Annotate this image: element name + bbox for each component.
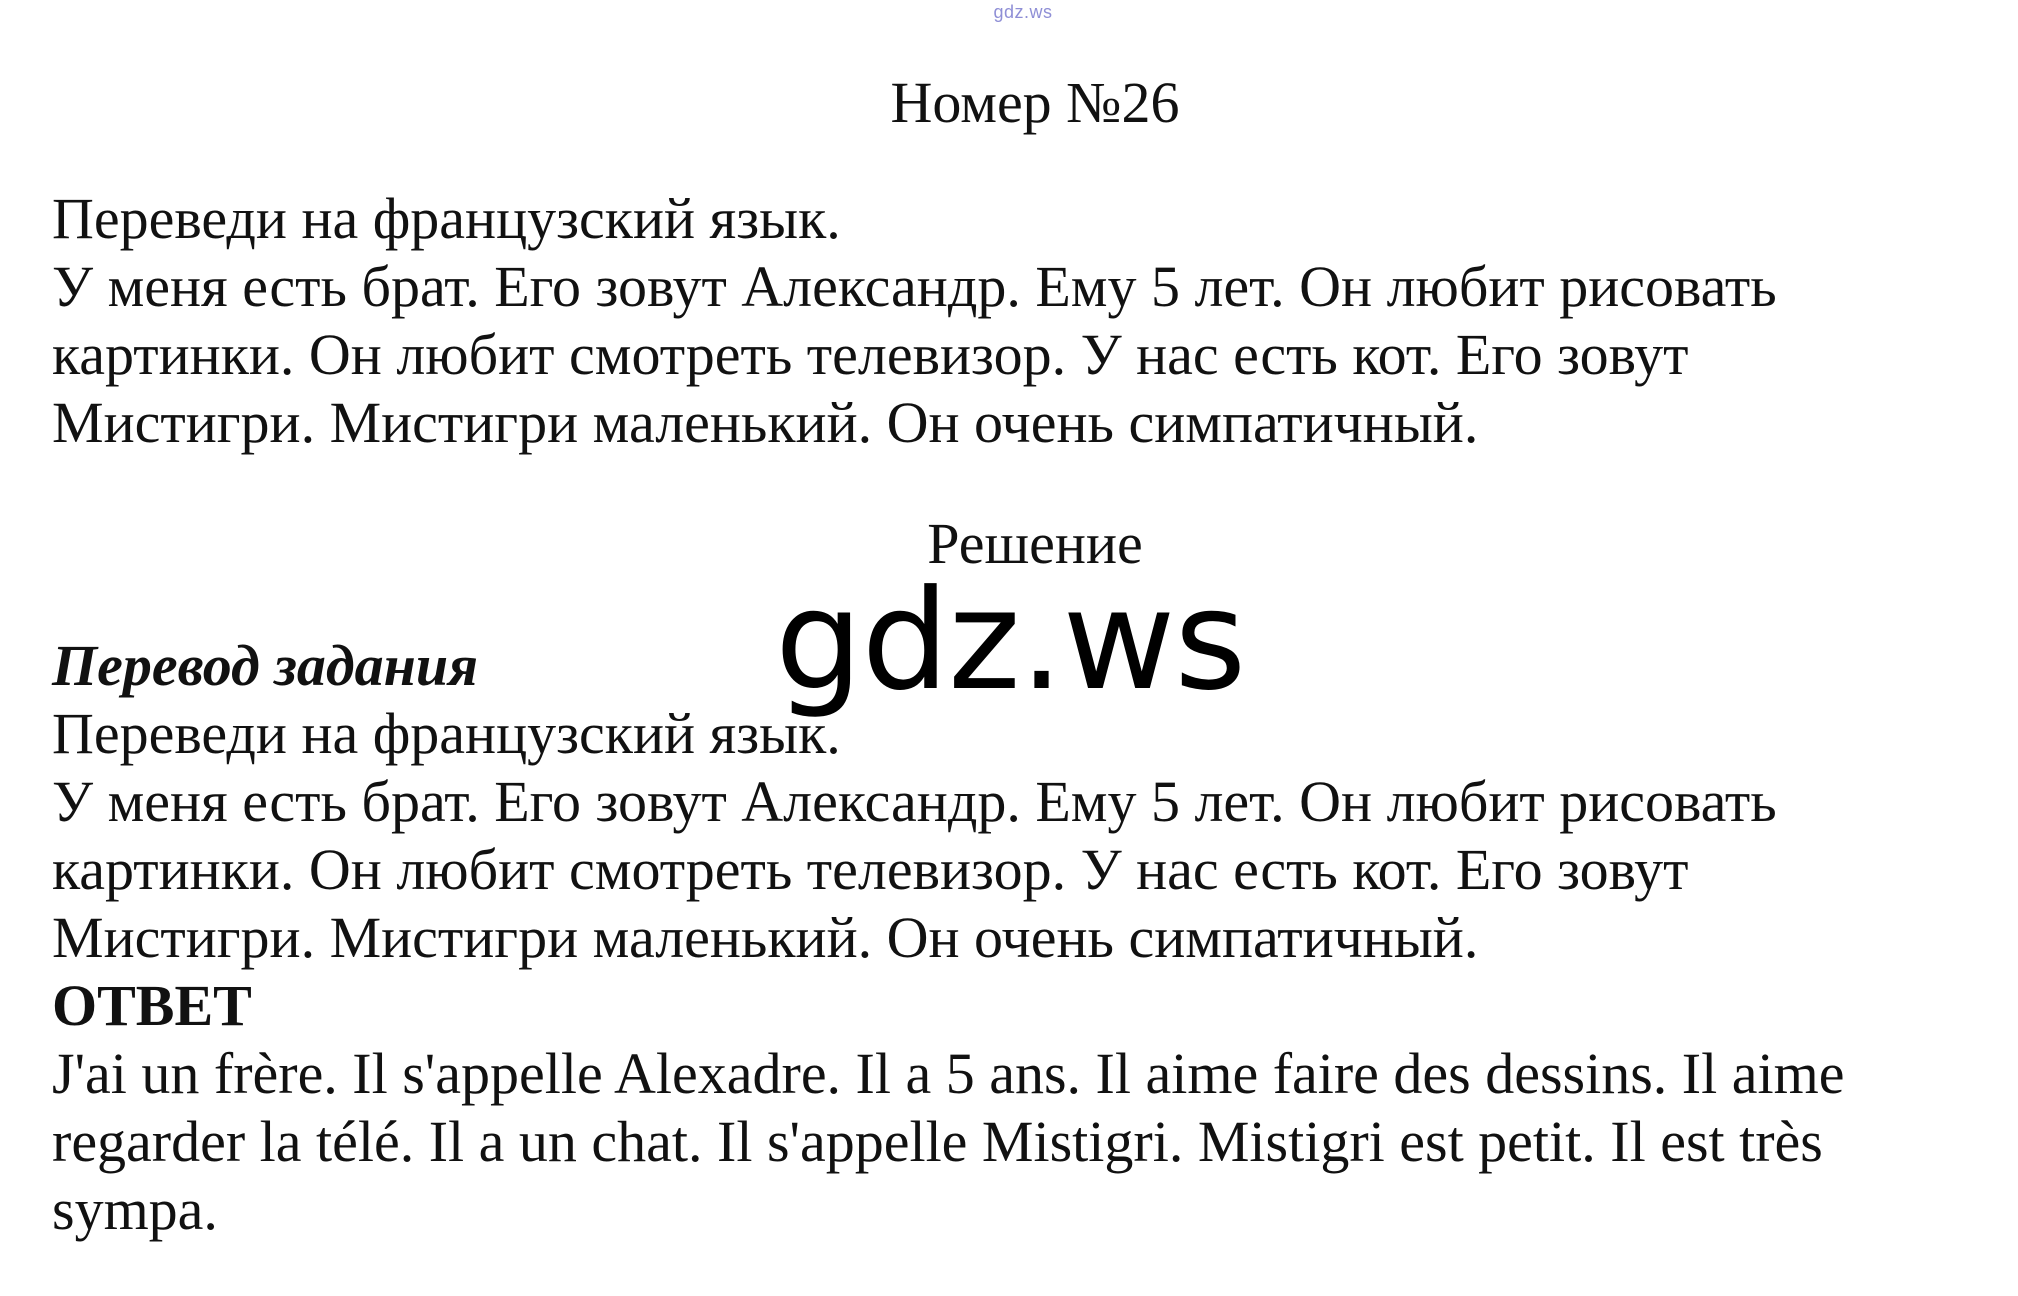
task-line: Мистигри. Мистигри маленький. Он очень симпатичный. [52, 390, 1479, 455]
translation-instruction: Переведи на французский язык. [52, 701, 841, 766]
answer-line: J'ai un frère. Il s'appelle Alexadre. Il a 5 ans. Il aime faire des dessins. Il aime [52, 1041, 1845, 1106]
translation-line: Мистигри. Мистигри маленький. Он очень симпатичный. [52, 905, 1479, 970]
answer-line: sympa. [52, 1177, 218, 1242]
translation-line: У меня есть брат. Его зовут Александр. Ему 5 лет. Он любит рисовать [52, 769, 1777, 834]
translation-line: картинки. Он любит смотреть телевизор. У нас есть кот. Его зовут [52, 837, 1689, 902]
solution-heading: Решение [927, 511, 1143, 576]
watermark-top: gdz.ws [993, 2, 1053, 22]
solution-block [52, 632, 1982, 1244]
task-instruction: Переведи на французский язык. [52, 186, 841, 251]
task-block [52, 185, 1982, 457]
translation-heading: Перевод задания [52, 633, 478, 698]
answer-line: regarder la télé. Il a un chat. Il s'appelle Mistigri. Mistigri est petit. Il est très [52, 1109, 1823, 1174]
task-line: У меня есть брат. Его зовут Александр. Ему 5 лет. Он любит рисовать [52, 254, 1777, 319]
watermark-logo: gdz.ws [775, 560, 1246, 721]
page-title: Номер №26 [890, 70, 1180, 135]
answer-heading: ОТВЕТ [52, 973, 252, 1038]
task-line: картинки. Он любит смотреть телевизор. У нас есть кот. Его зовут [52, 322, 1689, 387]
